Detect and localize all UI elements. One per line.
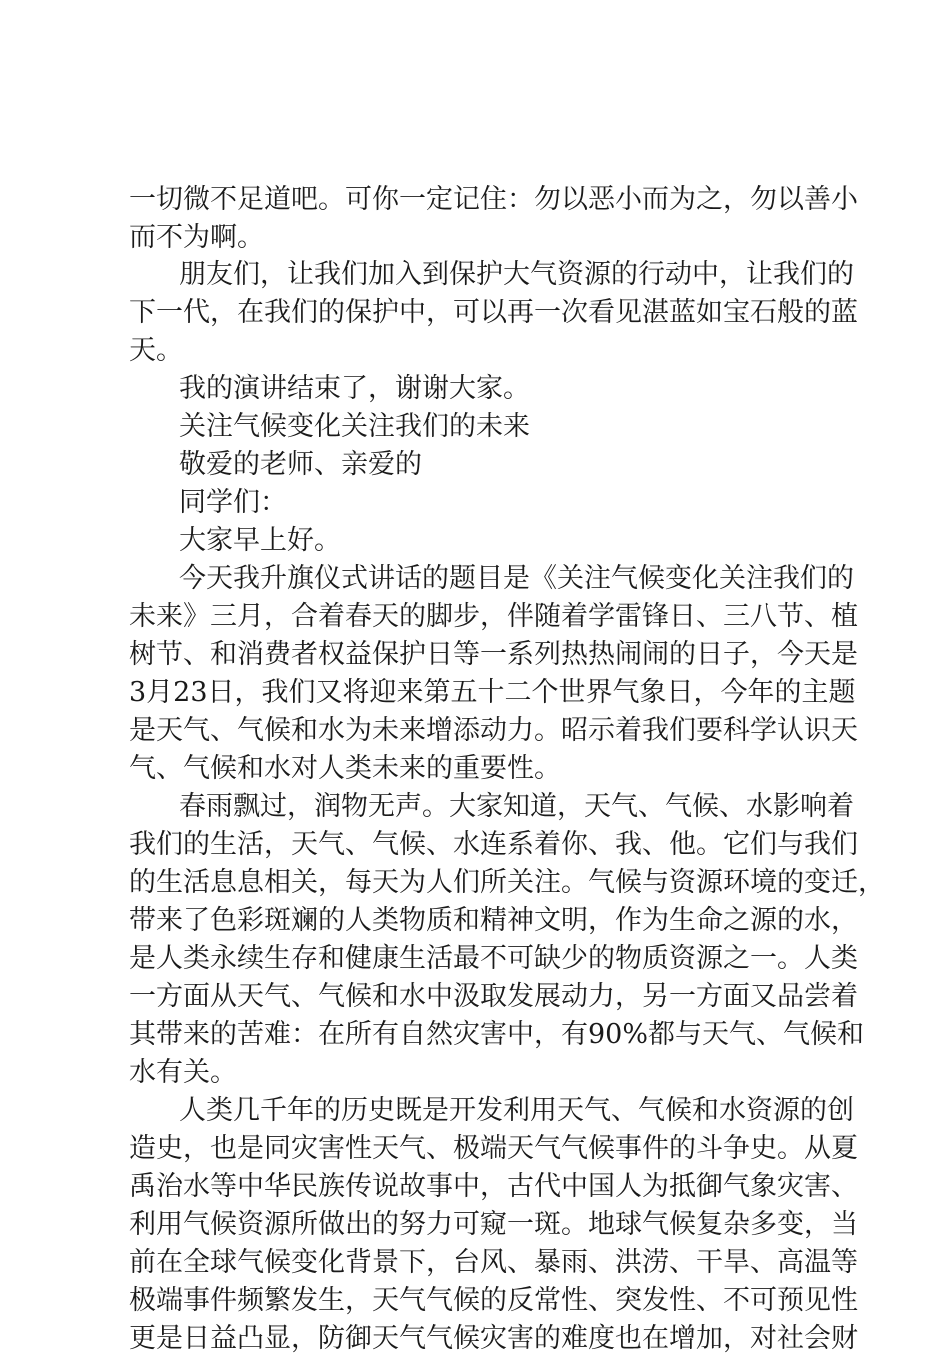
text-line: 一切微不足道吧。可你一定记住：勿以恶小而为之，勿以善小 bbox=[129, 184, 858, 215]
text-line: 敬爱的老师、亲爱的 bbox=[179, 449, 422, 480]
text-line: 造史，也是同灾害性天气、极端天气气候事件的斗争史。从夏 bbox=[129, 1133, 858, 1164]
text-line: 气、气候和水对人类未来的重要性。 bbox=[129, 753, 561, 784]
text-line: 春雨飘过，润物无声。大家知道，天气、气候、水影响着 bbox=[179, 791, 854, 822]
text-line: 我们的生活，天气、气候、水连系着你、我、他。它们与我们 bbox=[129, 829, 858, 860]
text-line: 更是日益凸显，防御天气气候灾害的难度也在增加，对社会财 bbox=[129, 1323, 858, 1354]
text-line: 人类几千年的历史既是开发利用天气、气候和水资源的创 bbox=[179, 1095, 854, 1126]
text-line: 关注气候变化关注我们的未来 bbox=[179, 411, 530, 442]
text-line: 是人类永续生存和健康生活最不可缺少的物质资源之一。人类 bbox=[129, 943, 858, 974]
text-line: 水有关。 bbox=[129, 1057, 237, 1088]
text-line: 3月23日，我们又将迎来第五十二个世界气象日，今年的主题 bbox=[129, 677, 856, 708]
text-line: 一方面从天气、气候和水中汲取发展动力，另一方面又品尝着 bbox=[129, 981, 858, 1012]
text-line: 极端事件频繁发生，天气气候的反常性、突发性、不可预见性 bbox=[129, 1285, 858, 1316]
text-line: 的生活息息相关，每天为人们所关注。气候与资源环境的变迁， bbox=[129, 867, 885, 898]
text-line: 朋友们，让我们加入到保护大气资源的行动中，让我们的 bbox=[179, 259, 854, 290]
text-line: 其带来的苦难：在所有自然灾害中，有90%都与天气、气候和 bbox=[129, 1019, 865, 1050]
text-line: 是天气、气候和水为未来增添动力。昭示着我们要科学认识天 bbox=[129, 715, 858, 746]
text-line: 前在全球气候变化背景下，台风、暴雨、洪涝、干旱、高温等 bbox=[129, 1247, 858, 1278]
text-line: 禹治水等中华民族传说故事中，古代中国人为抵御气象灾害、 bbox=[129, 1171, 858, 1202]
text-line: 下一代，在我们的保护中，可以再一次看见湛蓝如宝石般的蓝 bbox=[129, 297, 858, 328]
text-line: 天。 bbox=[129, 335, 183, 366]
text-line: 大家早上好。 bbox=[179, 525, 341, 556]
text-line: 带来了色彩斑斓的人类物质和精神文明，作为生命之源的水， bbox=[129, 905, 858, 936]
text-line: 同学们： bbox=[179, 487, 287, 518]
text-line: 而不为啊。 bbox=[129, 222, 264, 253]
text-line: 树节、和消费者权益保护日等一系列热热闹闹的日子，今天是 bbox=[129, 639, 858, 670]
text-line: 我的演讲结束了，谢谢大家。 bbox=[179, 373, 530, 404]
text-line: 未来》三月，合着春天的脚步，伴随着学雷锋日、三八节、植 bbox=[129, 601, 858, 632]
text-line: 利用气候资源所做出的努力可窥一斑。地球气候复杂多变，当 bbox=[129, 1209, 858, 1240]
text-line: 今天我升旗仪式讲话的题目是《关注气候变化关注我们的 bbox=[179, 563, 854, 594]
